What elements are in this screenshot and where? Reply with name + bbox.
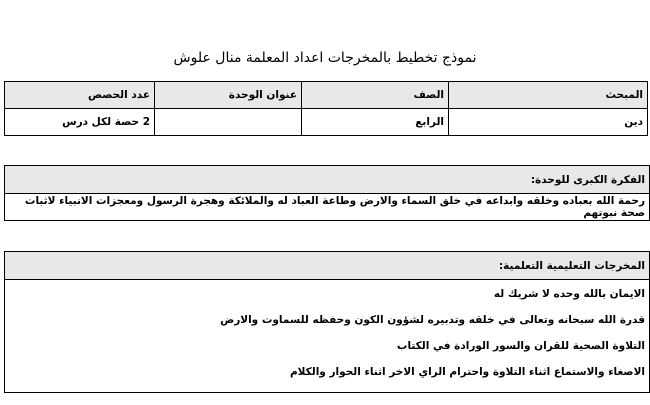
grade-header: الصف: [302, 82, 449, 109]
outcomes-box: [4, 251, 650, 393]
outcomes-heading: المخرجات التعليمية التعلمية:: [5, 252, 649, 280]
big-idea-box: [4, 165, 650, 221]
subject-value: دين: [449, 109, 648, 136]
unit-value: [155, 109, 302, 136]
periods-value: 2 حصة لكل درس: [5, 109, 155, 136]
big-idea-heading: الفكرة الكبرى للوحدة:: [5, 166, 649, 194]
info-value-row: [5, 109, 648, 136]
outcome-item: الاصغاء والاستماع اثناء التلاوة واحترام الراي الاخر اثناء الحوار والكلام: [289, 366, 645, 378]
outcome-item: التلاوة الصحية للقران والسور الورادة في الكتاب: [396, 340, 645, 352]
outcome-item: الايمان بالله وحده لا شريك له: [493, 288, 645, 300]
info-table: [4, 81, 648, 136]
info-header-row: [5, 82, 648, 109]
outcome-item: قدرة الله سبحانه وتعالى في خلقه وتدبيره لشؤون الكون وحفظه للسماوت والارض: [220, 314, 645, 326]
document-title: نموذج تخطيط بالمخرجات اعداد المعلمة منال علوش: [173, 50, 477, 66]
outcomes-list: [5, 280, 649, 385]
periods-header: عدد الحصص: [5, 82, 155, 109]
grade-value: الرابع: [302, 109, 449, 136]
big-idea-text: رحمة الله بعباده وخلقه وابداعه في خلق السماء والارض وطاعة العباد له والملائكة وهجرة الرسول ومعجزات الانبياء لاثبات صحة نبوتهم: [24, 195, 645, 219]
unit-header: عنوان الوحدة: [155, 82, 302, 109]
subject-header: المبحث: [449, 82, 648, 109]
